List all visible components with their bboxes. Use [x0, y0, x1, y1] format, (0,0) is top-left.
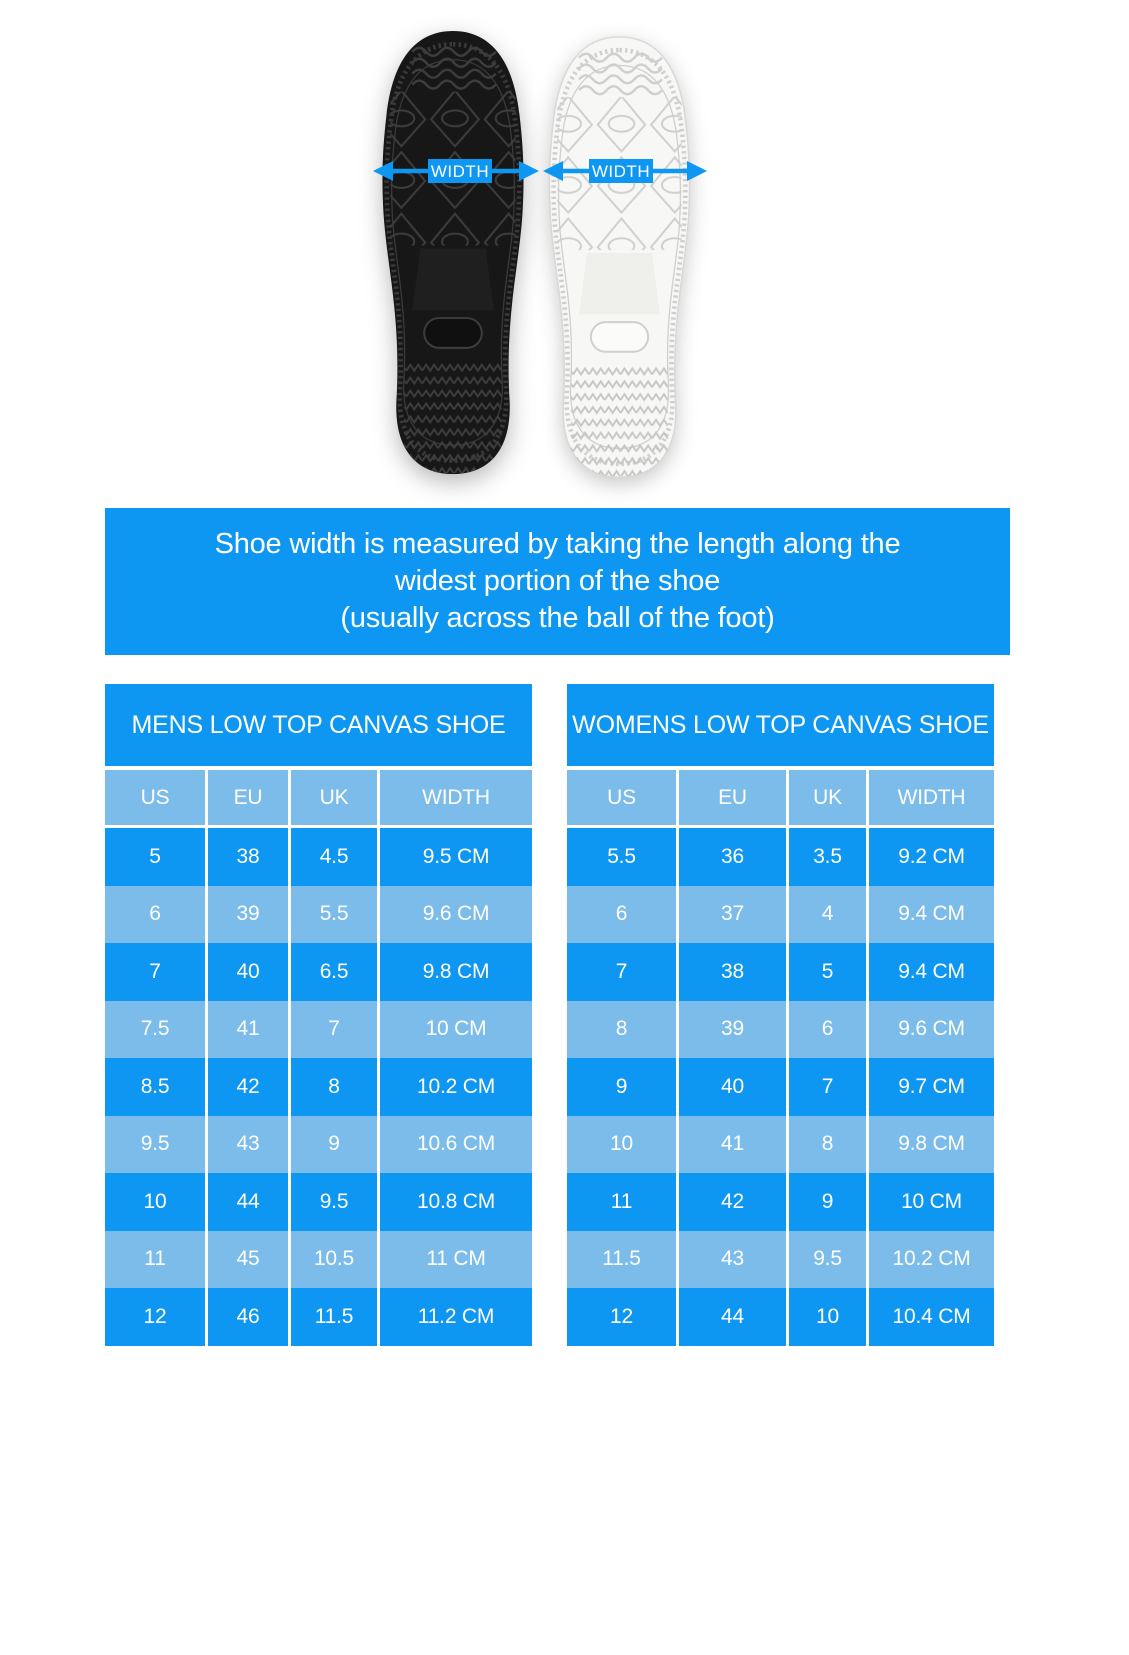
- column-header: EU: [679, 770, 786, 825]
- table-cell: 44: [679, 1288, 786, 1346]
- table-header-row: [567, 770, 994, 825]
- table-cell: 4.5: [291, 828, 377, 886]
- table-cell: 10: [567, 1116, 676, 1174]
- table-cell: 44: [208, 1173, 288, 1231]
- table-title: MENS LOW TOP CANVAS SHOE: [105, 684, 532, 766]
- table-row: [105, 1231, 532, 1289]
- table-cell: 4: [789, 886, 866, 944]
- banner-line-2: widest portion of the shoe: [394, 565, 721, 597]
- table-cell: 12: [567, 1288, 676, 1346]
- width-label-right: WIDTH: [589, 159, 653, 183]
- table-cell: 9.2 CM: [869, 828, 994, 886]
- table-cell: 9.4 CM: [869, 886, 994, 944]
- table-row: [105, 1058, 532, 1116]
- table-row: [567, 1173, 994, 1231]
- table-cell: 9.7 CM: [869, 1058, 994, 1116]
- table-row: [567, 943, 994, 1001]
- table-title: WOMENS LOW TOP CANVAS SHOE: [567, 684, 994, 766]
- table-cell: 5: [105, 828, 205, 886]
- table-cell: 7.5: [105, 1001, 205, 1059]
- table-row: [105, 1288, 532, 1346]
- table-cell: 7: [105, 943, 205, 1001]
- banner-line-3: (usually across the ball of the foot): [340, 602, 775, 634]
- table-cell: 6.5: [291, 943, 377, 1001]
- table-row: [567, 886, 994, 944]
- column-header: US: [567, 770, 676, 825]
- table-cell: 37: [679, 886, 786, 944]
- table-cell: 46: [208, 1288, 288, 1346]
- table-cell: 9.5: [291, 1173, 377, 1231]
- white-sole-image: [541, 32, 698, 482]
- table-row: [567, 828, 994, 886]
- table-cell: 10 CM: [869, 1173, 994, 1231]
- table-cell: 3.5: [789, 828, 866, 886]
- table-cell: 36: [679, 828, 786, 886]
- size-table-mens: [105, 684, 532, 1346]
- table-row: [105, 943, 532, 1001]
- table-cell: 42: [679, 1173, 786, 1231]
- table-body: [567, 828, 994, 1346]
- table-cell: 11.5: [567, 1231, 676, 1289]
- table-cell: 9.6 CM: [869, 1001, 994, 1059]
- column-header: EU: [208, 770, 288, 825]
- table-row: [567, 1231, 994, 1289]
- column-header: WIDTH: [869, 770, 994, 825]
- table-cell: 5: [789, 943, 866, 1001]
- table-cell: 38: [679, 943, 786, 1001]
- table-cell: 12: [105, 1288, 205, 1346]
- description-banner: [105, 508, 1010, 655]
- table-cell: 7: [291, 1001, 377, 1059]
- table-cell: 10.6 CM: [380, 1116, 532, 1174]
- table-cell: 11.2 CM: [380, 1288, 532, 1346]
- size-table-womens: [567, 684, 994, 1346]
- table-row: [105, 1001, 532, 1059]
- table-cell: 11.5: [291, 1288, 377, 1346]
- column-header: US: [105, 770, 205, 825]
- table-cell: 6: [105, 886, 205, 944]
- table-cell: 43: [208, 1116, 288, 1174]
- table-cell: 43: [679, 1231, 786, 1289]
- table-cell: 9.4 CM: [869, 943, 994, 1001]
- table-cell: 10 CM: [380, 1001, 532, 1059]
- table-cell: 9.6 CM: [380, 886, 532, 944]
- table-cell: 10.5: [291, 1231, 377, 1289]
- table-cell: 11: [105, 1231, 205, 1289]
- table-cell: 10.2 CM: [869, 1231, 994, 1289]
- sole-diagram: [0, 0, 1129, 500]
- width-label-left: WIDTH: [428, 159, 492, 183]
- column-header: UK: [789, 770, 866, 825]
- table-cell: 8: [789, 1116, 866, 1174]
- table-cell: 9.8 CM: [380, 943, 532, 1001]
- table-cell: 9.5: [789, 1231, 866, 1289]
- table-cell: 7: [567, 943, 676, 1001]
- table-cell: 11 CM: [380, 1231, 532, 1289]
- black-sole-image: [374, 26, 532, 479]
- table-cell: 9: [291, 1116, 377, 1174]
- table-cell: 7: [789, 1058, 866, 1116]
- table-cell: 5.5: [291, 886, 377, 944]
- table-row: [567, 1116, 994, 1174]
- banner-line-1: Shoe width is measured by taking the length along the: [214, 528, 901, 560]
- table-row: [105, 1116, 532, 1174]
- table-cell: 10.4 CM: [869, 1288, 994, 1346]
- table-row: [105, 886, 532, 944]
- table-cell: 6: [567, 886, 676, 944]
- table-body: [105, 828, 532, 1346]
- table-row: [567, 1288, 994, 1346]
- column-header: UK: [291, 770, 377, 825]
- table-cell: 8: [567, 1001, 676, 1059]
- table-cell: 40: [208, 943, 288, 1001]
- table-cell: 39: [208, 886, 288, 944]
- table-cell: 8.5: [105, 1058, 205, 1116]
- table-cell: 42: [208, 1058, 288, 1116]
- table-cell: 11: [567, 1173, 676, 1231]
- table-cell: 39: [679, 1001, 786, 1059]
- table-header-row: [105, 770, 532, 825]
- table-cell: 9.8 CM: [869, 1116, 994, 1174]
- table-row: [105, 1173, 532, 1231]
- table-row: [567, 1058, 994, 1116]
- table-cell: 6: [789, 1001, 866, 1059]
- table-cell: 45: [208, 1231, 288, 1289]
- table-cell: 41: [679, 1116, 786, 1174]
- table-cell: 9: [567, 1058, 676, 1116]
- table-cell: 10: [789, 1288, 866, 1346]
- table-cell: 10.8 CM: [380, 1173, 532, 1231]
- table-cell: 8: [291, 1058, 377, 1116]
- table-cell: 38: [208, 828, 288, 886]
- table-cell: 41: [208, 1001, 288, 1059]
- table-cell: 10: [105, 1173, 205, 1231]
- table-cell: 10.2 CM: [380, 1058, 532, 1116]
- table-row: [567, 1001, 994, 1059]
- table-cell: 9.5: [105, 1116, 205, 1174]
- table-cell: 9: [789, 1173, 866, 1231]
- table-cell: 9.5 CM: [380, 828, 532, 886]
- table-cell: 5.5: [567, 828, 676, 886]
- table-cell: 40: [679, 1058, 786, 1116]
- column-header: WIDTH: [380, 770, 532, 825]
- table-row: [105, 828, 532, 886]
